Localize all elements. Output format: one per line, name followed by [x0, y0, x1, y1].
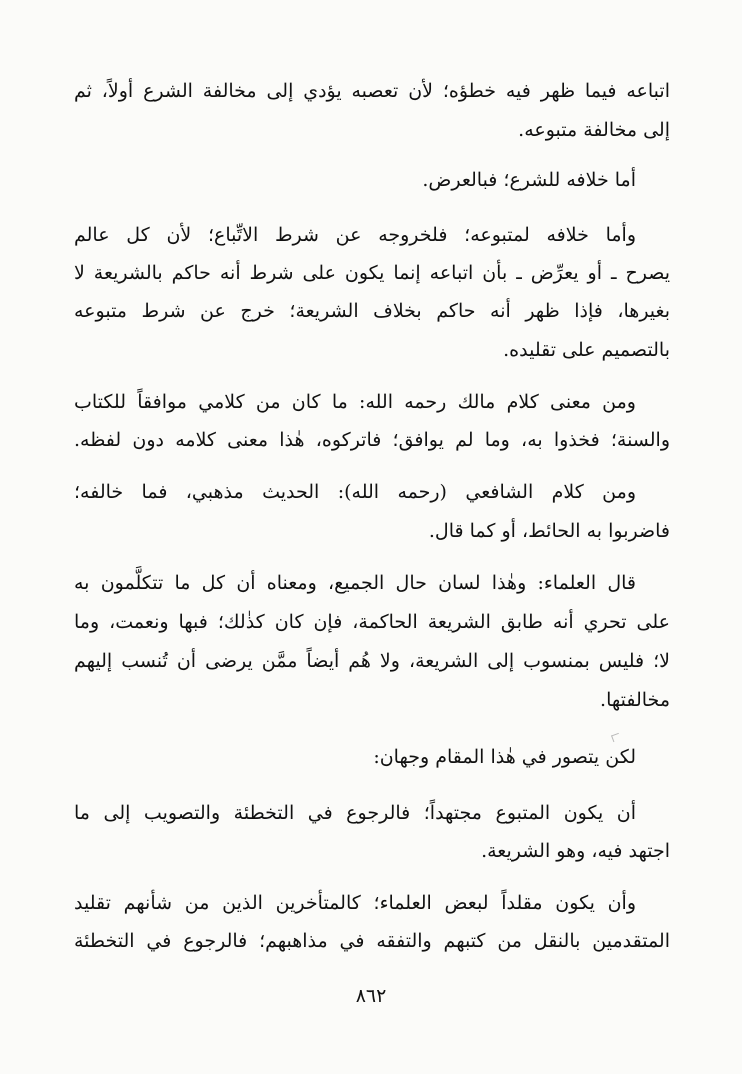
text-line: المتقدمين بالنقل من كتبهم والتفقه في مذاهبهم؛ فالرجوع في التخطئة	[74, 930, 670, 952]
text-line: لكن يتصور في هٰذا المقام وجهان:	[373, 746, 636, 768]
text-line: أن يكون المتبوع مجتهداً؛ فالرجوع في التخطئة والتصويب إلى ما	[74, 802, 636, 824]
text-line: على تحري أنه طابق الشريعة الحاكمة، فإن كان كذٰلك؛ فبها ونعمت، وما	[74, 611, 670, 633]
text-line: لا؛ فليس بمنسوب إلى الشريعة، ولا هُم أيضاً ممَّن يرضى أن تُنسب إليهم	[74, 650, 670, 672]
text-line: مخالفتها.	[600, 689, 670, 711]
text-line: ومن كلام الشافعي (رحمه الله): الحديث مذهبي، فما خالفه؛	[74, 481, 636, 503]
text-line: اجتهد فيه، وهو الشريعة.	[481, 840, 670, 862]
text-line: والسنة؛ فخذوا به، وما لم يوافق؛ فاتركوه، هٰذا معنى كلامه دون لفظه.	[74, 429, 670, 451]
text-line: أما خلافه للشرع؛ فبالعرض.	[422, 169, 636, 191]
text-line: قال العلماء: وهٰذا لسان حال الجميع، ومعناه أن كل ما تتكلَّمون به	[74, 572, 636, 594]
body-text	[74, 0, 670, 1074]
text-line: ومن معنى كلام مالك رحمه الله: ما كان من كلامي موافقاً للكتاب	[74, 391, 636, 413]
text-line: بغيرها، فإذا ظهر أنه حاكم بخلاف الشريعة؛ خرج عن شرط متبوعه	[74, 300, 670, 322]
text-line: بالتصميم على تقليده.	[503, 339, 670, 361]
text-line: وأن يكون مقلداً لبعض العلماء؛ كالمتأخرين الذين من شأنهم تقليد	[74, 892, 636, 914]
text-line: اتباعه فيما ظهر فيه خطؤه؛ لأن تعصبه يؤدي إلى مخالفة الشرع أولاً، ثم	[74, 80, 670, 102]
text-line: فاضربوا به الحائط، أو كما قال.	[428, 520, 670, 542]
text-line: يصرح ـ أو يعرِّض ـ بأن اتباعه إنما يكون على شرط أنه حاكم بالشريعة لا	[74, 262, 670, 284]
text-line: إلى مخالفة متبوعه.	[518, 119, 670, 141]
page-number: ٨٦٢	[355, 985, 387, 1007]
text-line: وأما خلافه لمتبوعه؛ فلخروجه عن شرط الاتِّباع؛ لأن كل عالم	[74, 224, 636, 246]
